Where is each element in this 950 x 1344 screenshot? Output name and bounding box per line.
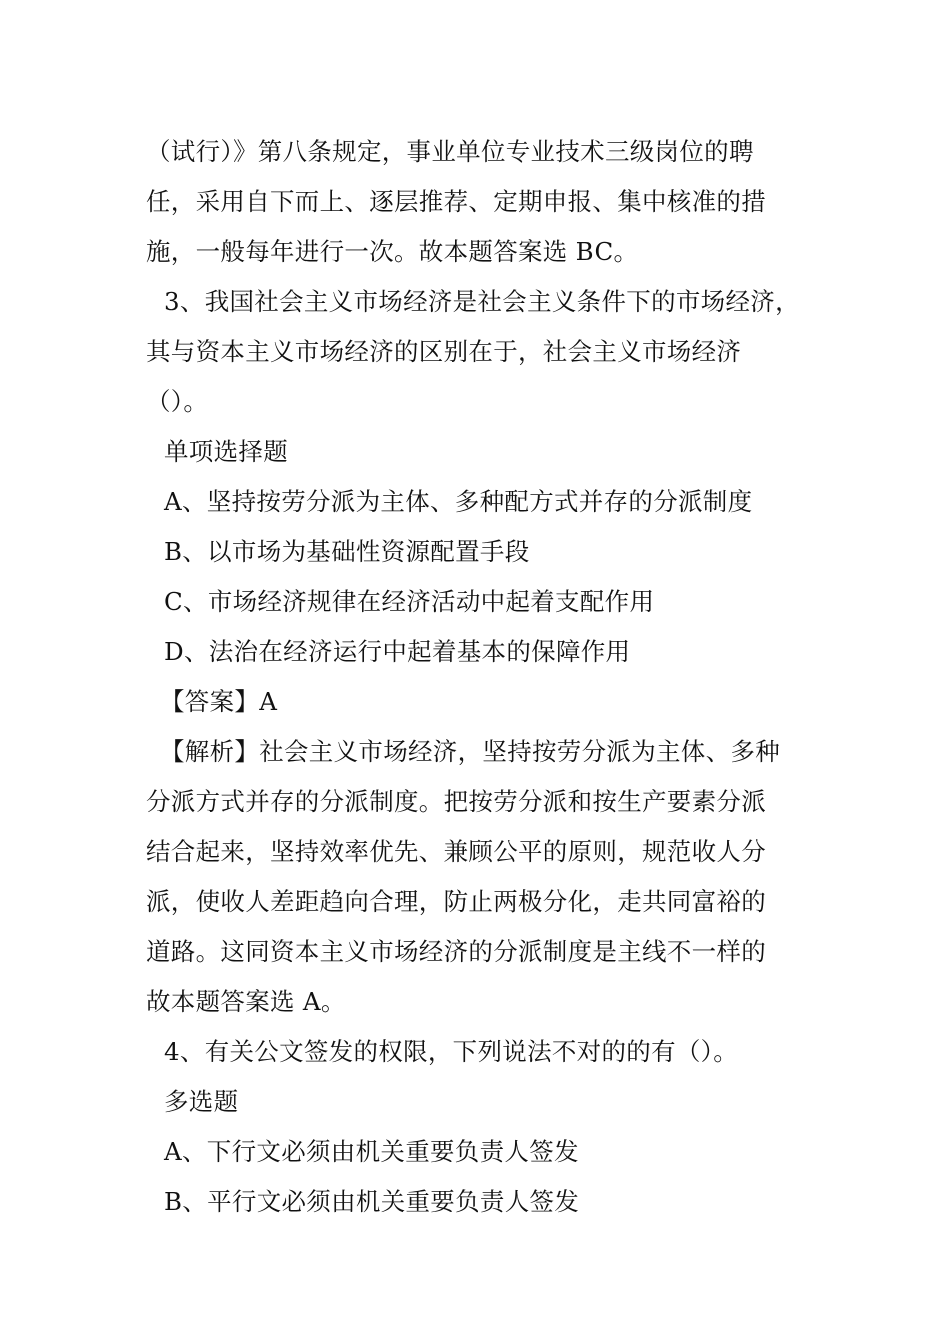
paragraph-line: 任，采用自下而上、逐层推荐、定期申报、集中核准的措: [146, 187, 766, 216]
paragraph-line: （试行）》第八条规定，事业单位专业技术三级岗位的聘: [146, 137, 754, 166]
option-a: A、坚持按劳分派为主体、多种配方式并存的分派制度: [164, 487, 753, 516]
question-type: 多选题: [164, 1087, 239, 1116]
question-3-blank: （）。: [146, 387, 209, 416]
option-a: A、下行文必须由机关重要负责人签发: [164, 1137, 579, 1166]
question-type: 单项选择题: [164, 437, 288, 466]
option-b: B、平行文必须由机关重要负责人签发: [164, 1187, 580, 1216]
question-4-line: 4、有关公文签发的权限，下列说法不对的的有（）。: [164, 1037, 739, 1066]
answer-line: 【答案】A: [160, 687, 278, 716]
analysis-line: 道路。这同资本主义市场经济的分派制度是主线不一样的: [146, 937, 766, 966]
paragraph-line: 施，一般每年进行一次。故本题答案选 BC。: [146, 237, 639, 266]
option-c: C、市场经济规律在经济活动中起着支配作用: [164, 587, 655, 616]
question-3-line: 其与资本主义市场经济的区别在于，社会主义市场经济: [146, 337, 742, 366]
analysis-line: 故本题答案选 A。: [146, 987, 346, 1016]
analysis-line: 结合起来，坚持效率优先、兼顾公平的原则，规范收人分: [146, 837, 766, 866]
analysis-line: 派，使收人差距趋向合理，防止两极分化，走共同富裕的: [146, 887, 766, 916]
analysis-line: 分派方式并存的分派制度。把按劳分派和按生产要素分派: [146, 787, 766, 816]
option-b: B、以市场为基础性资源配置手段: [164, 537, 530, 566]
option-d: D、法治在经济运行中起着基本的保障作用: [164, 637, 631, 666]
analysis-line: 【解析】社会主义市场经济，坚持按劳分派为主体、多种: [160, 737, 780, 766]
question-3-line: 3、我国社会主义市场经济是社会主义条件下的市场经济，: [164, 287, 800, 316]
